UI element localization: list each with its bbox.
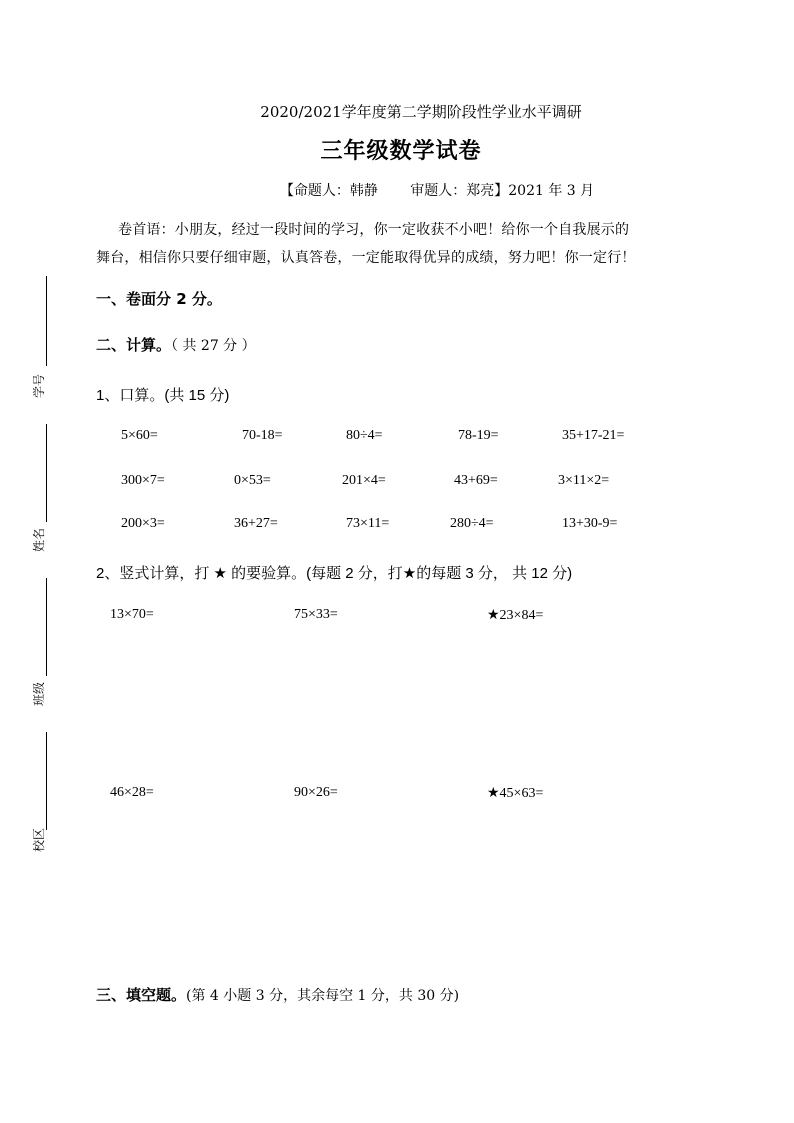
oral-item: 0×53= <box>234 473 271 488</box>
section-3-heading <box>96 984 459 1005</box>
vertical-item: 46×28= <box>110 785 154 800</box>
oral-item: 5×60= <box>121 428 158 443</box>
school-term-heading: 2020/2021学年度第二学期阶段性学业水平调研 <box>260 103 582 121</box>
oral-item: 78-19= <box>458 428 499 443</box>
vertical-item: 90×26= <box>294 785 338 800</box>
binding-line-2 <box>46 424 47 522</box>
binding-line-1 <box>46 276 47 366</box>
oral-item: 73×11= <box>346 516 390 531</box>
vertical-item: ★23×84= <box>487 608 544 623</box>
section-3-title: 三、填空题。 <box>96 986 187 1004</box>
oral-item: 70-18= <box>242 428 283 443</box>
section-2-title: 二、计算。 <box>96 336 172 354</box>
oral-item: 13+30-9= <box>562 516 618 531</box>
vertical-item: 13×70= <box>110 607 154 622</box>
intro-line-2: 舞台，相信你只要仔细审题，认真答卷，一定能取得优异的成绩，努力吧！你一定行！ <box>96 250 636 266</box>
section-3-note: (第 4 小题 3 分，其余每空 1 分，共 30 分) <box>186 988 460 1004</box>
oral-item: 280÷4= <box>450 516 494 531</box>
section-2-heading <box>96 334 256 355</box>
oral-calc-title: 1、口算。(共 15 分) <box>96 387 230 404</box>
exam-title: 三年级数学试卷 <box>320 138 482 164</box>
student-id-label: 学号 <box>32 373 46 398</box>
class-label: 班级 <box>32 681 46 706</box>
oral-item: 80÷4= <box>346 428 383 443</box>
binding-line-3 <box>46 578 47 676</box>
section-2-note: （ 共 27 分 ） <box>171 338 256 354</box>
author-line: 【命题人：韩静 审题人：郑亮】2021 年 3 月 <box>279 183 595 199</box>
section-1-heading: 一、卷面分 2 分。 <box>96 290 222 308</box>
oral-item: 3×11×2= <box>558 473 610 488</box>
name-label: 姓名 <box>32 527 46 552</box>
binding-line-4 <box>46 732 47 830</box>
oral-item: 43+69= <box>454 473 498 488</box>
campus-label: 校区 <box>32 827 46 852</box>
oral-item: 300×7= <box>121 473 165 488</box>
oral-item: 35+17-21= <box>562 428 625 443</box>
oral-item: 36+27= <box>234 516 278 531</box>
oral-item: 201×4= <box>342 473 386 488</box>
vertical-item: 75×33= <box>294 607 338 622</box>
intro-line-1: 卷首语：小朋友，经过一段时间的学习，你一定收获不小吧！给你一个自我展示的 <box>118 222 630 238</box>
oral-item: 200×3= <box>121 516 165 531</box>
vertical-calc-title: 2、竖式计算，打 ★ 的要验算。(每题 2 分，打★的每题 3 分， 共 12 分) <box>96 565 573 582</box>
vertical-item: ★45×63= <box>487 786 544 801</box>
